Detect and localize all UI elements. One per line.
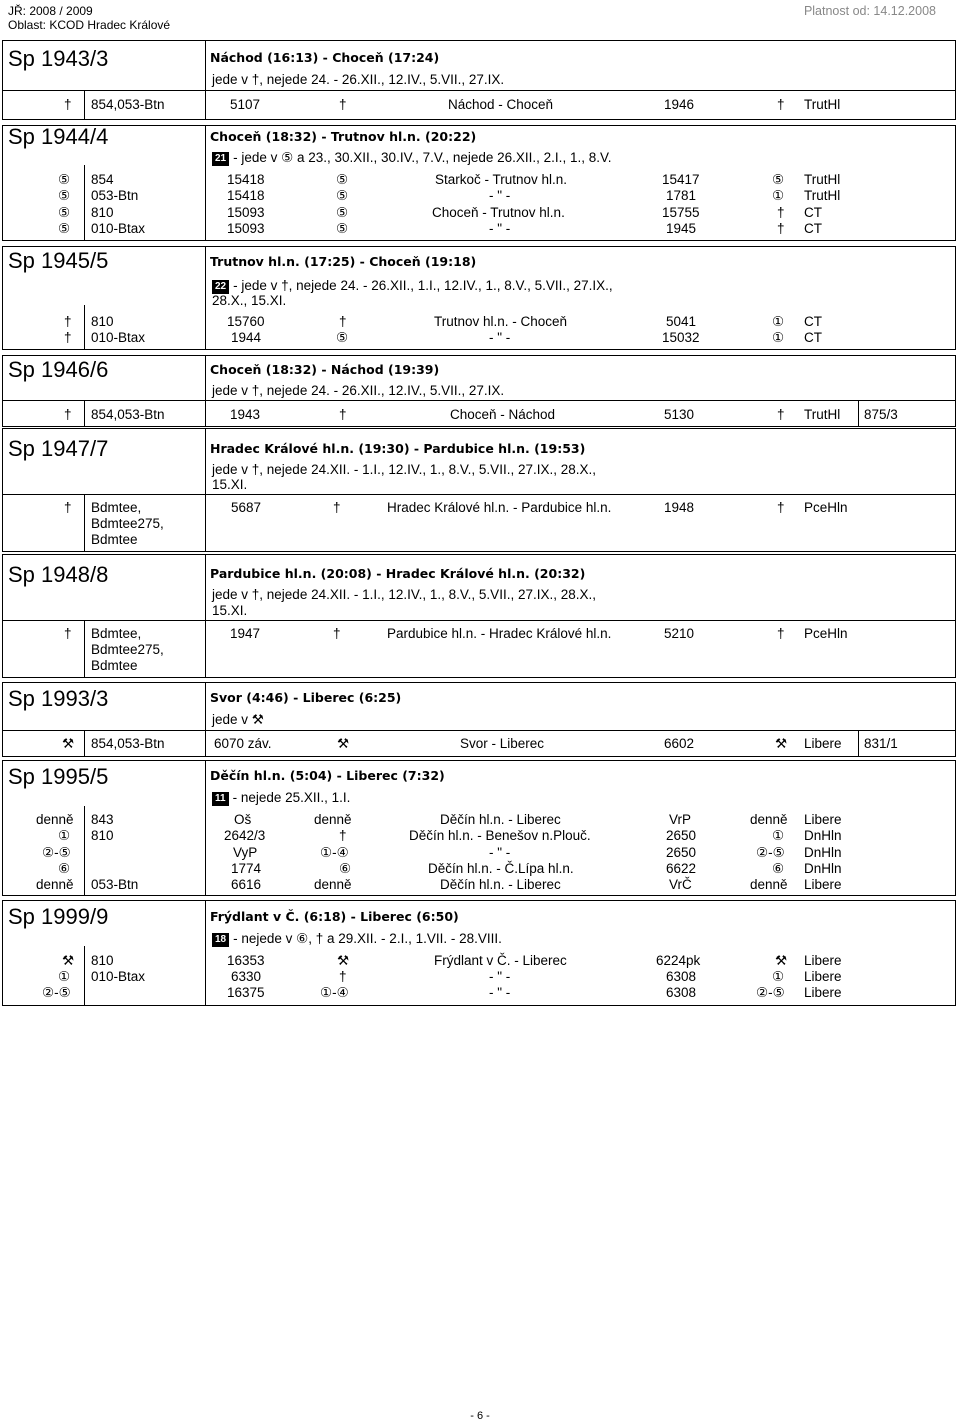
cell-train-out: 1948	[664, 500, 695, 515]
cell-route: - " -	[489, 985, 511, 1000]
cell-depot: Libere	[804, 812, 842, 827]
cell-depot: DnHln	[804, 845, 842, 860]
cell-train-in: 15760	[227, 314, 265, 329]
cell-train-in: 6070 záv.	[214, 736, 272, 751]
cell-route: Choceň - Náchod	[450, 407, 556, 422]
cell-day2: ⑤	[336, 221, 349, 236]
cell-vehicle: 854,053-Btn	[91, 736, 165, 751]
cell-day: †	[64, 330, 72, 345]
section-note: jede v †, nejede 24. - 26.XII., 12.IV., 5.VII., 27.IX.	[212, 72, 505, 87]
cell-day: denně	[36, 812, 74, 827]
section-note: 21 - jede v ⑤ a 23., 30.XII., 30.IV., 7.V., nejede 26.XII., 2.I., 1., 8.V.	[212, 150, 611, 166]
page-number: - 6 -	[470, 1410, 490, 1422]
cell-vehicle: 053-Btn	[91, 188, 139, 203]
cell-route: - " -	[489, 330, 511, 345]
cell-day2: denně	[314, 812, 352, 827]
cell-day: ②-⑤	[42, 985, 71, 1000]
section-id: Sp 1948/8	[8, 562, 109, 587]
section-id: Sp 1946/6	[8, 357, 109, 382]
section-title: Choceň (18:32) - Trutnov hl.n. (20:22)	[210, 129, 477, 144]
cell-day3: †	[777, 500, 785, 515]
section-title: Děčín hl.n. (5:04) - Liberec (7:32)	[210, 768, 445, 783]
cell-route: Děčín hl.n. - Č.Lípa hl.n.	[428, 861, 574, 876]
cell-depot: CT	[804, 205, 822, 220]
section-title: Náchod (16:13) - Choceň (17:24)	[210, 50, 440, 65]
cell-vehicle: 854	[91, 172, 114, 187]
cell-train-out: VrČ	[669, 877, 692, 892]
cell-route: Frýdlant v Č. - Liberec	[434, 953, 567, 968]
cell-route: - " -	[489, 221, 511, 236]
cell-day3: denně	[750, 812, 788, 827]
cell-day3: ①	[772, 969, 785, 984]
cell-train-in: 15093	[227, 221, 265, 236]
cell-train-in: 1947	[230, 626, 261, 641]
cell-train-out: VrP	[669, 812, 692, 827]
cell-day2: ⑤	[336, 188, 349, 203]
cell-day: †	[64, 626, 72, 641]
cell-day: †	[64, 500, 72, 515]
cell-train-in: 5687	[231, 500, 262, 515]
cell-day: ②-⑤	[42, 845, 71, 860]
cell-day: ⑤	[58, 172, 71, 187]
restriction-badge: 22	[212, 280, 229, 294]
cell-day2: †	[339, 407, 347, 422]
cell-train-out: 2650	[666, 828, 697, 843]
section-id: Sp 1945/5	[8, 248, 109, 273]
cell-day3: ⑤	[772, 172, 785, 187]
section-id: Sp 1993/3	[8, 686, 109, 711]
section-note: 22 - jede v †, nejede 24. - 26.XII., 1.I., 12.IV., 1., 8.V., 5.VII., 27.IX.,	[212, 278, 613, 294]
cell-vehicle: 810	[91, 314, 114, 329]
cell-day3: ②-⑤	[756, 845, 785, 860]
cell-vehicle: 010-Btax	[91, 221, 146, 236]
cell-day3: ①	[772, 188, 785, 203]
cell-train-out: 5041	[666, 314, 697, 329]
cell-train-in: 1943	[230, 407, 261, 422]
cell-vehicle: 843	[91, 812, 114, 827]
cell-depot: Libere	[804, 877, 842, 892]
cell-day2: ⑥	[339, 861, 352, 876]
cell-day3: †	[777, 626, 785, 641]
cell-train-out: 1781	[666, 188, 697, 203]
cell-vehicle: 010-Btax	[91, 330, 146, 345]
cell-train-out: 6308	[666, 969, 697, 984]
cell-day2: †	[339, 97, 347, 112]
section-note-cont: 28.X., 15.XI.	[212, 293, 287, 308]
cell-day3: ⚒	[775, 953, 788, 968]
cell-train-in: 15093	[227, 205, 265, 220]
cell-day2: ⑤	[336, 205, 349, 220]
cell-route: Trutnov hl.n. - Choceň	[434, 314, 568, 329]
cell-depot: CT	[804, 221, 822, 236]
cell-route: Svor - Liberec	[460, 736, 545, 751]
section-title: Svor (4:46) - Liberec (6:25)	[210, 690, 402, 705]
cell-day: ⑤	[58, 188, 71, 203]
cell-vehicle: Bdmtee275,	[91, 642, 164, 657]
cell-train-out: 5130	[664, 407, 695, 422]
cell-vehicle: 010-Btax	[91, 969, 146, 984]
cell-train-out: 6308	[666, 985, 697, 1000]
cell-train-out: 1945	[666, 221, 697, 236]
cell-vehicle: 854,053-Btn	[91, 407, 165, 422]
restriction-badge: 11	[212, 792, 229, 806]
cell-day3: ①	[772, 330, 785, 345]
cell-day2: ⚒	[337, 953, 350, 968]
cell-day3: ⚒	[775, 736, 788, 751]
section-note: jede v †, nejede 24.XII. - 1.I., 12.IV., 1., 8.V., 5.VII., 27.IX., 28.X.,	[212, 462, 596, 477]
cell-day2: ⑤	[336, 172, 349, 187]
cell-depot: Libere	[804, 953, 842, 968]
cell-route: - " -	[489, 845, 511, 860]
cell-day3: ①	[772, 314, 785, 329]
cell-route: Děčín hl.n. - Benešov n.Plouč.	[409, 828, 591, 843]
cell-day2: †	[333, 500, 341, 515]
cell-route: Pardubice hl.n. - Hradec Králové hl.n.	[387, 626, 612, 641]
cell-train-in: 2642/3	[224, 828, 266, 843]
cell-vehicle: Bdmtee,	[91, 626, 142, 641]
cell-day: ①	[58, 828, 71, 843]
cell-day: †	[64, 407, 72, 422]
section-note: 18 - nejede v ⑥, † a 29.XII. - 2.I., 1.VII. - 28.VIII.	[212, 931, 502, 947]
cell-train-in: 1774	[231, 861, 262, 876]
cell-day: ⑤	[58, 221, 71, 236]
valid-from-label: Platnost od: 14.12.2008	[803, 4, 936, 18]
cell-day2: †	[339, 828, 347, 843]
cell-train-out: 6602	[664, 736, 695, 751]
cell-train-out: 15755	[662, 205, 700, 220]
cell-route: Choceň - Trutnov hl.n.	[432, 205, 565, 220]
cell-route: Děčín hl.n. - Liberec	[440, 877, 561, 892]
cell-day2: denně	[314, 877, 352, 892]
cell-vehicle: 810	[91, 953, 114, 968]
cell-day: ⑥	[58, 861, 71, 876]
cell-day: ⑤	[58, 205, 71, 220]
cell-day3: denně	[750, 877, 788, 892]
section-id: Sp 1995/5	[8, 764, 109, 789]
restriction-badge: 21	[212, 152, 229, 166]
cell-train-in: 1944	[231, 330, 262, 345]
region-label: Oblast: KCOD Hradec Králové	[8, 18, 171, 32]
cell-vehicle: 053-Btn	[91, 877, 139, 892]
cell-depot: Libere	[804, 985, 842, 1000]
cell-depot: DnHln	[804, 828, 842, 843]
cell-depot: TrutHl	[804, 188, 841, 203]
cell-vehicle: Bdmtee275,	[91, 516, 164, 531]
section-note-cont: 15.XI.	[212, 603, 248, 618]
timetable-year: JŘ: 2008 / 2009	[8, 4, 93, 18]
cell-day3: †	[777, 97, 785, 112]
cell-route: Děčín hl.n. - Liberec	[440, 812, 561, 827]
cell-day2: ①-④	[320, 845, 349, 860]
cell-route: - " -	[489, 969, 511, 984]
cell-train-out: 6622	[666, 861, 697, 876]
cell-vehicle: 854,053-Btn	[91, 97, 165, 112]
cell-train-out: 15417	[662, 172, 700, 187]
cell-train-in: 16375	[227, 985, 265, 1000]
cell-train-in: 5107	[230, 97, 261, 112]
cell-train-in: VyP	[233, 845, 258, 860]
section-note: jede v ⚒	[212, 712, 264, 727]
cell-vehicle: Bdmtee	[91, 658, 138, 673]
cell-day2: †	[339, 314, 347, 329]
section-id: Sp 1999/9	[8, 904, 109, 929]
cell-day3: †	[777, 205, 785, 220]
cell-vehicle: Bdmtee,	[91, 500, 142, 515]
cell-vehicle: 810	[91, 828, 114, 843]
section-id: Sp 1943/3	[8, 46, 109, 71]
cell-route: - " -	[489, 188, 511, 203]
cell-depot: PceHln	[804, 626, 848, 641]
section-note-cont: 15.XI.	[212, 477, 248, 492]
cell-depot: Libere	[804, 736, 842, 751]
section-title: Frýdlant v Č. (6:18) - Liberec (6:50)	[210, 909, 459, 924]
cell-day2: †	[333, 626, 341, 641]
cell-day3: †	[777, 221, 785, 236]
cell-day: †	[64, 314, 72, 329]
cell-depot: CT	[804, 330, 822, 345]
section-note: jede v †, nejede 24. - 26.XII., 12.IV., 5.VII., 27.IX.	[212, 383, 505, 398]
cell-day3: ⑥	[772, 861, 785, 876]
cell-train-in: 15418	[227, 188, 265, 203]
section-note: 11 - nejede 25.XII., 1.I.	[212, 790, 350, 806]
cell-day: denně	[36, 877, 74, 892]
cell-day3: ①	[772, 828, 785, 843]
cell-depot: DnHln	[804, 861, 842, 876]
cell-day2: ⚒	[337, 736, 350, 751]
cell-depot: TrutHl	[804, 172, 841, 187]
section-id: Sp 1947/7	[8, 436, 109, 461]
cell-depot: PceHln	[804, 500, 848, 515]
restriction-badge: 18	[212, 933, 229, 947]
section-note: jede v †, nejede 24.XII. - 1.I., 12.IV., 1., 8.V., 5.VII., 27.IX., 28.X.,	[212, 587, 596, 602]
cell-day: †	[64, 97, 72, 112]
cell-day2: †	[339, 969, 347, 984]
cell-train-in: 15418	[227, 172, 265, 187]
cell-depot: Libere	[804, 969, 842, 984]
cell-next: 875/3	[864, 407, 898, 422]
cell-route: Náchod - Choceň	[448, 97, 554, 112]
section-title: Trutnov hl.n. (17:25) - Choceň (19:18)	[210, 254, 477, 269]
cell-day2: ⑤	[336, 330, 349, 345]
section-title: Pardubice hl.n. (20:08) - Hradec Králové hl.n. (20:32)	[210, 566, 586, 581]
cell-day3: †	[777, 407, 785, 422]
cell-train-out: 15032	[662, 330, 700, 345]
cell-train-in: 6616	[231, 877, 262, 892]
cell-day2: ①-④	[320, 985, 349, 1000]
section-title: Choceň (18:32) - Náchod (19:39)	[210, 362, 440, 377]
cell-day3: ②-⑤	[756, 985, 785, 1000]
section-id: Sp 1944/4	[8, 124, 109, 149]
cell-train-out: 6224pk	[656, 953, 701, 968]
cell-train-out: 2650	[666, 845, 697, 860]
cell-day: ⚒	[62, 953, 75, 968]
cell-train-in: 6330	[231, 969, 262, 984]
cell-day: ⚒	[62, 736, 75, 751]
cell-route: Starkoč - Trutnov hl.n.	[435, 172, 568, 187]
cell-train-in: 16353	[227, 953, 265, 968]
cell-train-out: 5210	[664, 626, 695, 641]
cell-day: ①	[58, 969, 71, 984]
cell-depot: TrutHl	[804, 407, 841, 422]
cell-route: Hradec Králové hl.n. - Pardubice hl.n.	[387, 500, 612, 515]
cell-depot: CT	[804, 314, 822, 329]
cell-train-out: 1946	[664, 97, 695, 112]
cell-vehicle: 810	[91, 205, 114, 220]
cell-vehicle: Bdmtee	[91, 532, 138, 547]
cell-next: 831/1	[864, 736, 898, 751]
cell-train-in: Oš	[234, 812, 252, 827]
cell-depot: TrutHl	[804, 97, 841, 112]
section-title: Hradec Králové hl.n. (19:30) - Pardubice hl.n. (19:53)	[210, 441, 586, 456]
